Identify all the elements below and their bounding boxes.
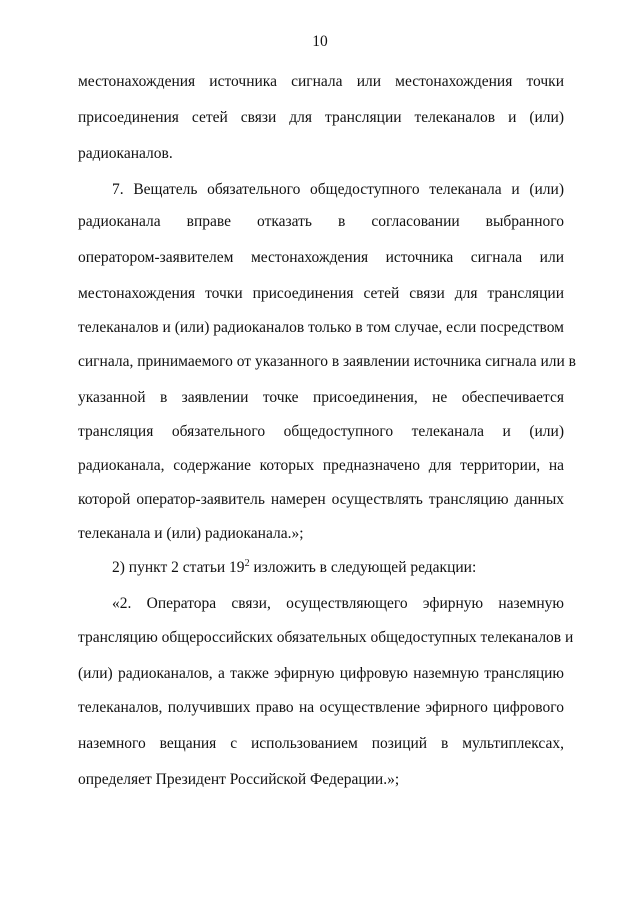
text-line: местонахождения источника сигнала или местонахождения точки (78, 73, 564, 90)
text-line: которой оператор-заявитель намерен осуществлять трансляцию данных (78, 491, 564, 508)
text-line: 7. Вещатель обязательного общедоступного телеканала и (или) (112, 181, 564, 198)
text-line: трансляция обязательного общедоступного телеканала и (или) (78, 423, 564, 440)
item-2-text: 2) пункт 2 статьи 19 (112, 559, 245, 576)
text-line: радиоканала, содержание которых предназначено для территории, на (78, 457, 564, 474)
item-2-line (112, 558, 564, 578)
text-line: присоединения сетей связи для трансляции телеканалов и (или) (78, 109, 564, 126)
item-2-superscript: 2 (244, 558, 250, 569)
text-line: указанной в заявлении точке присоединения, не обеспечивается (78, 389, 564, 406)
item-2-text-end: изложить в следующей редакции: (249, 559, 477, 576)
text-line: наземного вещания с использованием позиций в мультиплексах, (78, 735, 564, 752)
text-line: телеканала и (или) радиоканала.»; (78, 525, 304, 542)
text-line: телеканалов и (или) радиоканалов только в том случае, если посредством (78, 319, 564, 336)
text-line: местонахождения точки присоединения сетей связи для трансляции (78, 285, 564, 302)
text-line: радиоканалов. (78, 145, 173, 162)
text-line: оператором-заявителем местонахождения источника сигнала или (78, 249, 564, 266)
text-line: «2. Оператора связи, осуществляющего эфирную наземную (112, 595, 564, 612)
page-number: 10 (312, 33, 328, 50)
text-line: радиоканала вправе отказать в согласовании выбранного (78, 213, 564, 230)
text-line: трансляцию общероссийских обязательных общедоступных телеканалов и (78, 629, 574, 646)
text-line: определяет Президент Российской Федерации.»; (78, 771, 400, 788)
text-line: сигнала, принимаемого от указанного в заявлении источника сигнала или в (78, 353, 577, 370)
text-line: телеканалов, получивших право на осуществление эфирного цифрового (78, 699, 564, 716)
text-line: (или) радиоканалов, а также эфирную цифровую наземную трансляцию (78, 665, 564, 682)
